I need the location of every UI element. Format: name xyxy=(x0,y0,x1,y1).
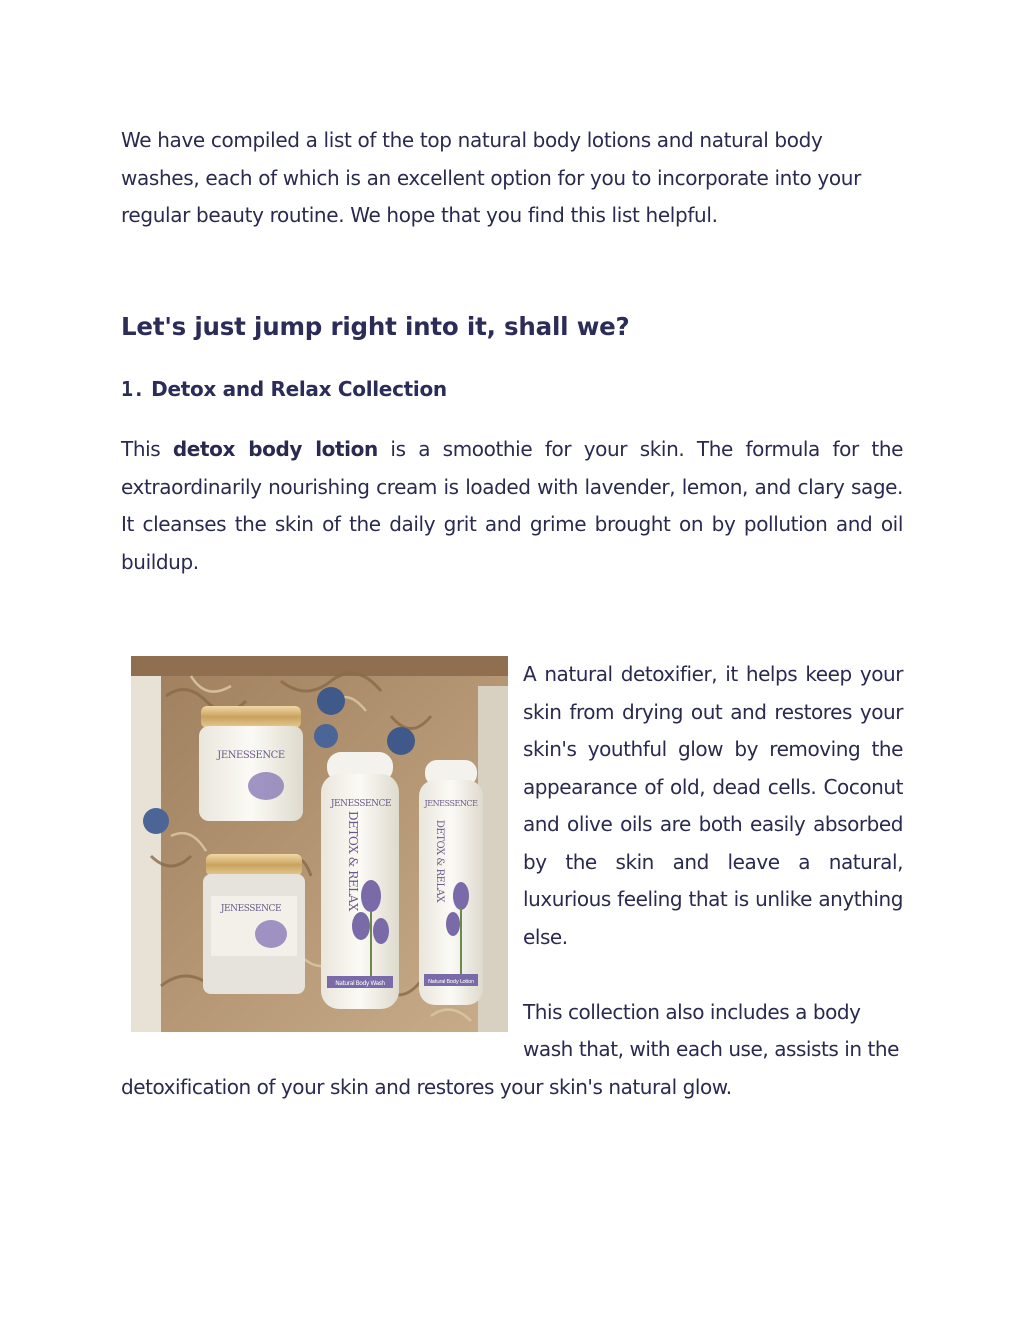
item-number: 1. xyxy=(121,377,145,401)
description-prefix: This xyxy=(121,437,173,461)
detox-body-lotion-term: detox body lotion xyxy=(172,437,378,461)
detoxifier-paragraph: A natural detoxifier, it helps keep your skin from drying out and restores your skin's youthful glow by removing the appearance of old, dead cells. Coconut and olive oils are both easily absorbed by the skin and leave a natural, luxurious feeling that is unlike anything else. xyxy=(523,662,903,949)
item-heading xyxy=(121,377,903,401)
body-wash-paragraph: This collection also includes a body wash that, with each use, assists in the detoxification of your skin and restores your skin's natural glow. xyxy=(121,999,899,1099)
photo-wash-label: Natural Body Wash xyxy=(335,980,385,987)
photo-product-lotion: DETOX & RELAX xyxy=(434,819,445,903)
photo-brand-jar1: JENESSENCE xyxy=(217,750,285,761)
item-description xyxy=(121,431,903,581)
description-suffix: is a smoothie for your skin. The formula for the extraordinarily nourishing cream is loaded with lavender, lemon, and clary sage. It cleanses the skin of the daily grit and grime brought on by pollution and oil buildup. xyxy=(121,437,904,574)
photo-brand-lotion: JENESSENCE xyxy=(424,799,478,808)
photo-brand-jar2: JENESSENCE xyxy=(220,904,282,914)
photo-product-wash: DETOX & RELAX xyxy=(346,811,360,911)
intro-paragraph: We have compiled a list of the top natural body lotions and natural body washes, each of which is an excellent option for you to incorporate into your regular beauty routine. We hope that you find this list helpful. xyxy=(121,128,861,227)
section-heading: Let's just jump right into it, shall we? xyxy=(121,312,630,341)
photo-text-block xyxy=(121,656,903,1106)
photo-lotion-label: Natural Body Lotion xyxy=(428,979,474,985)
product-photo-detox-relax-collection xyxy=(131,656,508,1032)
photo-brand-wash: JENESSENCE xyxy=(330,799,392,809)
item-title: Detox and Relax Collection xyxy=(151,377,447,401)
